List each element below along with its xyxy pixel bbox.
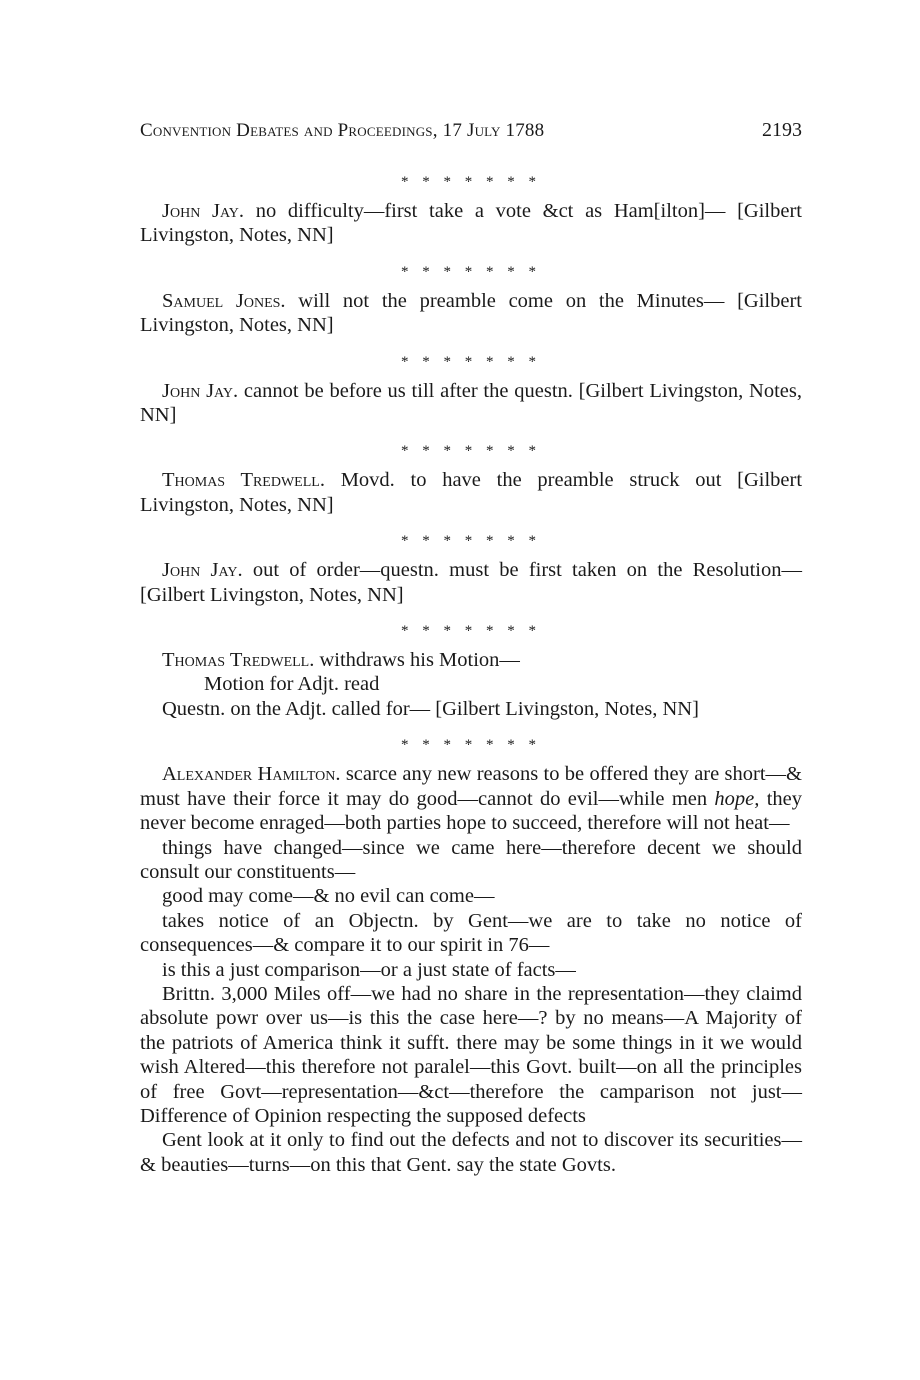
entry-text: they never become enraged—both parties hope to succeed, therefore will not heat— xyxy=(140,787,802,835)
speaker-name: Samuel Jones. xyxy=(162,289,286,312)
section-separator: * * * * * * * xyxy=(401,174,541,190)
section-separator: * * * * * * * xyxy=(401,737,541,754)
entry-paragraph: takes notice of an Objectn. by Gent—we are to take no notice of consequences—& compare it to our spirit in 76— xyxy=(140,909,802,957)
debate-entry xyxy=(140,199,802,248)
section-separator: * * * * * * * xyxy=(401,533,541,550)
speaker-name: Thomas Tredwell. xyxy=(162,649,315,672)
entry-paragraph: good may come—& no evil can come— xyxy=(162,885,495,908)
entry-text: Movd. to have the preamble struck out [Gilbert Livingston, Notes, NN] xyxy=(140,469,803,516)
entry-text: cannot be before us till after the questn. [Gilbert Livingston, Notes, NN] xyxy=(140,379,802,427)
entry-line xyxy=(140,648,802,672)
running-head-title: Convention Debates and Proceedings, 17 July 1788 xyxy=(140,120,545,141)
entry-paragraph: Brittn. 3,000 Miles off—we had no share in the representation—they claimd absolute powr over us—is this the case here—? by no means—A Majority of the patriots of America think it sufft. there may be some things in it we would wish Altered—this therefore not paralel—this Govt. built—on all the principles of free Govt—representation—&ct—therefore the camparison not just—Difference of Opinion respecting the supposed defects xyxy=(140,982,802,1127)
section-separator: * * * * * * * xyxy=(401,443,541,460)
entry-line: Questn. on the Adjt. called for— [Gilbert Livingston, Notes, NN] xyxy=(162,697,699,720)
debate-entry xyxy=(140,558,802,607)
entry-text: scarce any new reasons to be offered they are short—& must have their force it may do good—cannot do evil—while men xyxy=(140,763,802,810)
debate-entry xyxy=(140,468,802,517)
debate-entry xyxy=(140,289,802,338)
entry-text: will not the preamble come on the Minutes— [Gilbert Livingston, Notes, NN] xyxy=(140,289,802,337)
entry-paragraph: is this a just comparison—or a just state of facts— xyxy=(162,958,576,981)
section-separator: * * * * * * * xyxy=(401,263,541,280)
entry-paragraph xyxy=(140,762,802,835)
speaker-name: John Jay. xyxy=(162,200,245,222)
document-page xyxy=(140,118,802,1177)
italic-word: hope, xyxy=(714,787,760,810)
entry-text: withdraws his Motion— xyxy=(319,649,520,672)
page-number: 2193 xyxy=(762,119,802,141)
speaker-name: Alexander Hamilton. xyxy=(162,763,341,786)
debate-entry xyxy=(140,379,802,428)
entry-text: no difficulty—first take a vote &ct as Ham[ilton]— [Gilbert Livingston, Notes, NN] xyxy=(140,200,802,247)
debate-entry-hamilton xyxy=(140,762,802,1177)
speaker-name: John Jay. xyxy=(162,379,239,402)
section-separator: * * * * * * * xyxy=(401,623,541,640)
entry-paragraph: Gent look at it only to find out the defects and not to discover its securities—& beauties—turns—on this that Gent. say the state Govts. xyxy=(140,1129,802,1176)
entry-line: Motion for Adjt. read xyxy=(204,673,380,696)
entry-text: out of order—questn. must be first taken on the Resolution— [Gilbert Livingston, Notes, NN] xyxy=(140,559,803,606)
speaker-name: Thomas Tredwell. xyxy=(162,469,325,492)
running-head xyxy=(140,118,802,144)
debate-entry-tredwell xyxy=(140,648,802,721)
section-separator: * * * * * * * xyxy=(401,353,541,370)
speaker-name: John Jay. xyxy=(162,559,243,582)
entry-paragraph: things have changed—since we came here—therefore decent we should consult our constituents— xyxy=(140,836,802,883)
